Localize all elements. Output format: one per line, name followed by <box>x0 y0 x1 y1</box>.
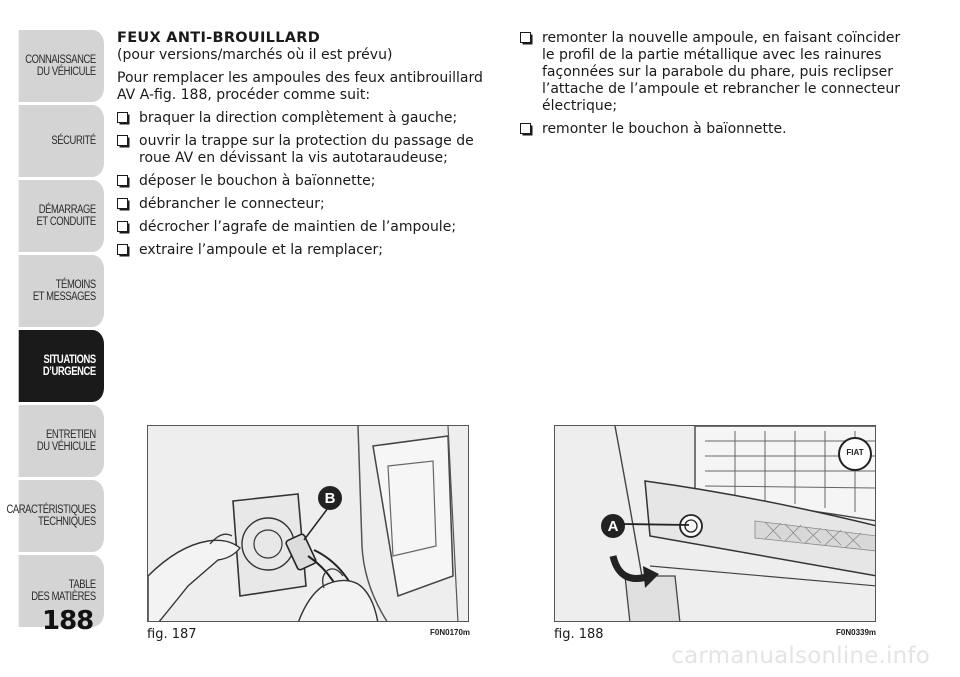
figure-caption: fig. 187 <box>147 627 197 642</box>
checkbox-bullet-icon <box>117 135 128 146</box>
checkbox-bullet-icon <box>520 32 531 43</box>
step-item <box>117 173 502 190</box>
figure-code: F0N0339m <box>836 628 877 637</box>
callout-marker-b: B <box>318 486 342 510</box>
tab-label: CARACTÉRISTIQUES TECHNIQUES <box>6 504 96 528</box>
figure-caption: fig. 188 <box>554 627 604 642</box>
checkbox-bullet-icon <box>520 123 531 134</box>
watermark-text: carmanualsonline.info <box>671 643 930 669</box>
tab-label: SÉCURITÉ <box>51 135 96 147</box>
step-text: déposer le bouchon à baïonnette; <box>139 173 376 189</box>
tab-label: CONNAISSANCE DU VÉHICULE <box>25 54 96 78</box>
step-text: extraire l’ampoule et la remplacer; <box>139 242 384 258</box>
checkbox-bullet-icon <box>117 244 128 255</box>
step-item <box>520 121 910 138</box>
tab-situations-urgence[interactable] <box>19 330 104 402</box>
step-text: remonter le bouchon à baïonnette. <box>542 121 787 137</box>
page-number: 188 <box>42 606 94 636</box>
figure-code: F0N0170m <box>430 628 471 637</box>
tab-connaissance-vehicule[interactable] <box>19 30 104 102</box>
fog-lamp-removal-drawing <box>148 426 469 622</box>
tab-securite[interactable] <box>19 105 104 177</box>
tab-temoins-messages[interactable] <box>19 255 104 327</box>
step-text: braquer la direction complètement à gauche; <box>139 110 458 126</box>
callout-marker-a: A <box>601 514 625 538</box>
checkbox-bullet-icon <box>117 198 128 209</box>
step-text: remonter la nouvelle ampoule, en faisant coïncider le profil de la partie métallique avec les rainures façonnées sur la parabole du phare, puis reclipser l’attache de l’ampoule et rebrancher le connecteur électrique; <box>542 30 901 114</box>
tab-label: SITUATIONS D’URGENCE <box>42 354 96 378</box>
tab-entretien-vehicule[interactable] <box>19 405 104 477</box>
checkbox-bullet-icon <box>117 112 128 123</box>
figure-187-illustration <box>147 425 469 622</box>
step-text: ouvrir la trappe sur la protection du passage de roue AV en dévissant la vis autotaraudeuse; <box>139 133 474 166</box>
left-column <box>117 30 502 265</box>
tab-demarrage-conduite[interactable] <box>19 180 104 252</box>
step-item <box>117 196 502 213</box>
section-title: FEUX ANTI-BROUILLARD <box>117 30 321 46</box>
step-item <box>520 30 910 115</box>
step-text: décrocher l’agrafe de maintien de l’ampoule; <box>139 219 457 235</box>
checkbox-bullet-icon <box>117 175 128 186</box>
step-text: débrancher le connecteur; <box>139 196 325 212</box>
tab-label: TABLE DES MATIÈRES <box>31 579 96 603</box>
fiat-badge: FIAT <box>846 448 864 457</box>
tab-label: ENTRETIEN DU VÉHICULE <box>36 429 96 453</box>
step-item <box>117 133 502 167</box>
tab-label: DÉMARRAGE ET CONDUITE <box>36 204 96 228</box>
section-subtitle: (pour versions/marchés où il est prévu) <box>117 47 393 63</box>
right-column <box>520 30 910 144</box>
step-item <box>117 110 502 127</box>
step-item <box>117 219 502 236</box>
checkbox-bullet-icon <box>117 221 128 232</box>
tab-label: TÉMOINS ET MESSAGES <box>32 279 96 303</box>
tab-caracteristiques-techniques[interactable] <box>6 480 104 552</box>
figure-188-illustration <box>554 425 876 622</box>
step-item <box>117 242 502 259</box>
intro-paragraph: Pour remplacer les ampoules des feux antibrouillard AV A-fig. 188, procéder comme suit: <box>117 70 483 103</box>
